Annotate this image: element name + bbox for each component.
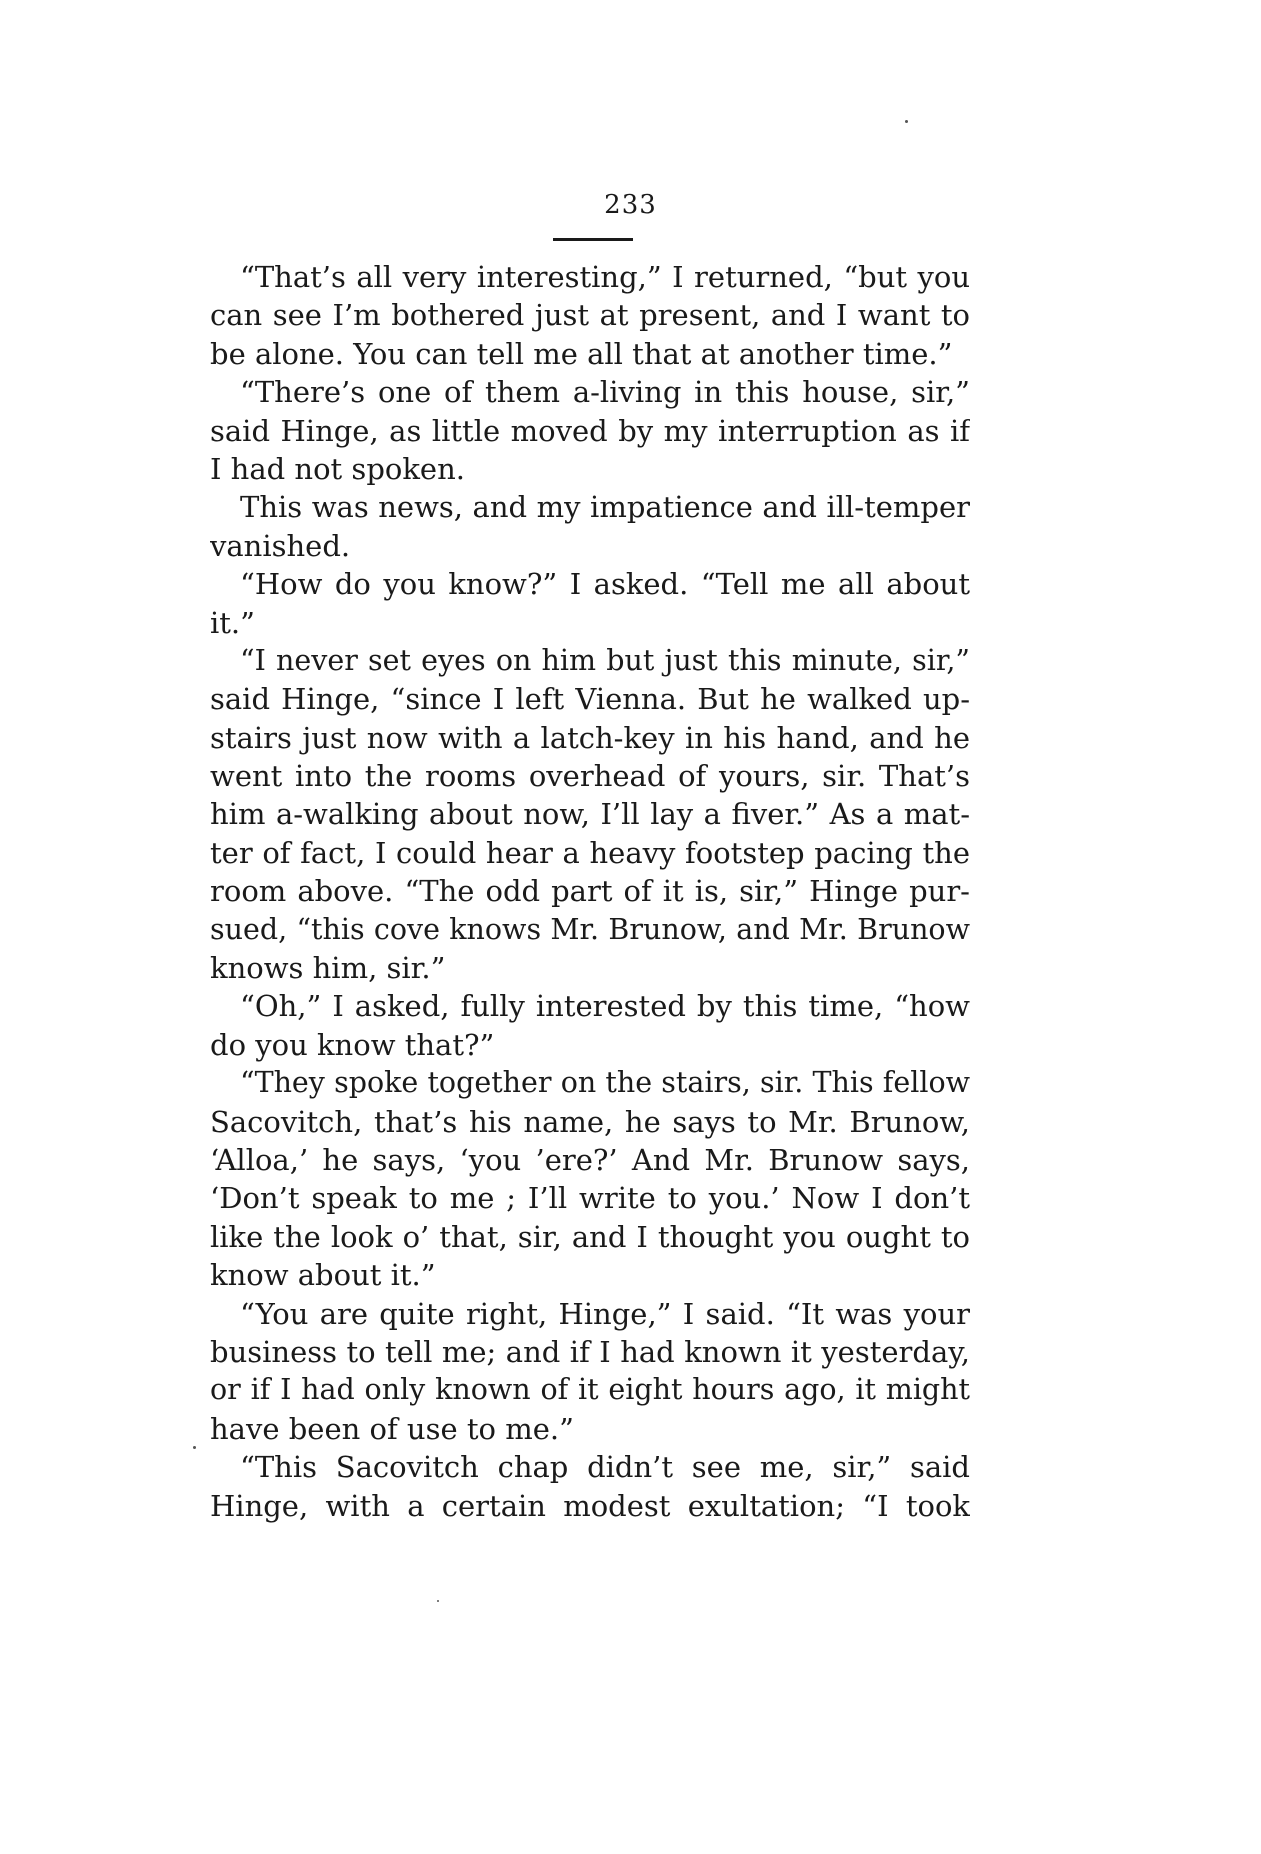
text-line: room above. “The odd part of it is, sir,” Hinge pur- xyxy=(210,874,970,909)
paper-speck xyxy=(905,120,908,123)
text-line: I had not spoken. xyxy=(210,451,465,486)
body-text xyxy=(210,258,970,1525)
header-rule xyxy=(553,238,633,241)
text-line: “You are quite right, Hinge,” I said. “It was your xyxy=(240,1296,970,1331)
text-line: stairs just now with a latch-key in his hand, and he xyxy=(210,720,970,755)
text-line: like the look o’ that, sir, and I thought you ought to xyxy=(210,1219,970,1254)
text-line: “Oh,” I asked, fully interested by this time, “how xyxy=(240,989,970,1024)
text-line: This was news, and my impatience and ill-temper xyxy=(240,490,970,525)
text-line: ter of fact, I could hear a heavy footstep pacing the xyxy=(210,835,970,870)
text-line: knows him, sir.” xyxy=(210,951,446,986)
text-line: business to tell me; and if I had known it yesterday, xyxy=(210,1334,970,1369)
text-line: him a-walking about now, I’ll lay a fiver.” As a mat- xyxy=(210,797,970,832)
text-line: went into the rooms overhead of yours, sir. That’s xyxy=(210,759,970,794)
text-line: have been of use to me.” xyxy=(210,1411,574,1446)
page-number: 233 xyxy=(604,190,657,220)
text-line: it.” xyxy=(210,605,255,640)
text-line: know about it.” xyxy=(210,1258,436,1293)
text-line: “There’s one of them a-living in this house, sir,” xyxy=(240,375,970,410)
text-line: said Hinge, “since I left Vienna. But he walked up- xyxy=(210,682,970,717)
text-line: sued, “this cove knows Mr. Brunow, and Mr. Brunow xyxy=(210,912,970,946)
text-line: vanished. xyxy=(210,528,351,563)
text-line: “This Sacovitch chap didn’t see me, sir,” said xyxy=(240,1450,970,1485)
text-line: said Hinge, as little moved by my interruption as if xyxy=(210,413,970,448)
paper-speck xyxy=(437,1600,439,1602)
text-line: “That’s all very interesting,” I returned, “but you xyxy=(240,260,970,294)
text-line: Hinge, with a certain modest exultation; “I took xyxy=(210,1488,970,1523)
text-line: “I never set eyes on him but just this minute, sir,” xyxy=(240,643,970,677)
text-line: do you know that?” xyxy=(210,1027,495,1062)
text-line: can see I’m bothered just at present, and I want to xyxy=(210,298,970,333)
text-line: ‘Alloa,’ he says, ‘you ’ere?’ And Mr. Brunow says, xyxy=(210,1142,970,1177)
text-line: be alone. You can tell me all that at another time.” xyxy=(210,336,953,371)
text-line: or if I had only known of it eight hours ago, it might xyxy=(210,1373,970,1407)
text-line: “How do you know?” I asked. “Tell me all about xyxy=(240,567,970,602)
text-line: Sacovitch, that’s his name, he says to Mr. Brunow, xyxy=(210,1104,970,1139)
paper-speck xyxy=(193,1446,196,1449)
text-line: ‘Don’t speak to me ; I’ll write to you.’ Now I don’t xyxy=(210,1181,970,1216)
text-line: “They spoke together on the stairs, sir. This fellow xyxy=(240,1066,970,1100)
